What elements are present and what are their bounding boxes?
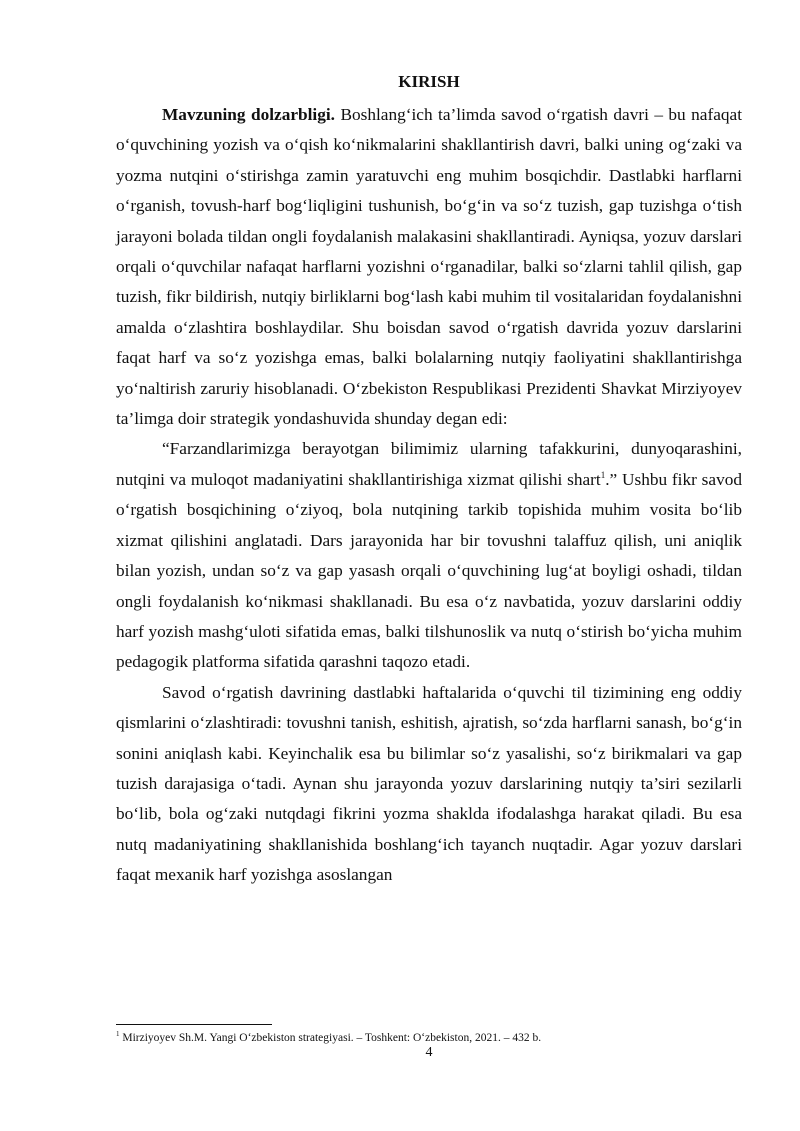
- paragraph-text: Boshlang‘ich ta’limda savod o‘rgatish davri – bu nafaqat o‘quvchining yozish va o‘qish ko‘nikmalarini shakllantirish davri, balki uning og‘zaki va yozma nutqini o‘stirishga zamin yaratuvchi eng muhim bosqichdir. Dastlabki harflarni o‘rganish, tovush-harf bog‘liqligini tushunish, bo‘g‘in va so‘z tuzish, gap tuzishga o‘tish jarayoni bolada tildan ongli foydalanish malakasini shakllantiradi. Ayniqsa, yozuv darslari orqali o‘quvchilar nafaqat harflarni yozishni o‘rganadilar, balki so‘zlarni tahlil qilish, gap tuzish, fikr bildirish, nutqiy birliklarni bog‘lash kabi muhim til vositalaridan foydalanishni amalda o‘zlashtira boshlaydilar. Shu boisdan savod o‘rgatish davrida yozuv darslarini faqat harf va so‘z yozishga emas, balki bolalarning nutqiy faoliyatini shakllantirishga yo‘naltirish zaruriy hisoblanadi. O‘zbekiston Respublikasi Prezidenti Shavkat Mirziyoyev ta’limga doir strategik yondashuvida shunday degan edi:: [116, 105, 742, 429]
- paragraph-quote: [116, 434, 742, 677]
- paragraph-text: Savod o‘rgatish davrining dastlabki haftalarida o‘quvchi til tizimining eng oddiy qismlarini o‘zlashtiradi: tovushni tanish, eshitish, ajratish, so‘zda harflarni sanash, bo‘g‘in sonini aniqlash kabi. Keyinchalik esa bu bilimlar so‘z yasalishi, so‘z birikmalari va gap tuzish darajasiga o‘tadi. Aynan shu jarayonda yozuv darslarining nutqiy ta’siri sezilarli bo‘lib, bola og‘zaki nutqdagi fikrini yozma shaklda ifodalashga harakat qiladi. Bu esa nutq madaniyatining shakllanishida boshlang‘ich tayanch nuqtadir. Agar yozuv darslari faqat mexanik harf yozishga asoslangan: [116, 682, 742, 885]
- section-heading: KIRISH: [398, 72, 460, 91]
- footnote-text: Mirziyoyev Sh.M. Yangi O‘zbekiston strategiyasi. – Toshkent: O‘zbekiston, 2021. – 432 b.: [119, 1032, 542, 1044]
- quote-text: “Farzandlarimizga berayotgan bilimimiz ularning tafakkurini, dunyoqarashini, nutqini va muloqot madaniyatini shakllantirishiga xizmat qilishi shart: [116, 439, 742, 489]
- paragraph-stages: [116, 678, 742, 891]
- paragraph-relevance: [116, 100, 742, 434]
- footnote-reference: 1: [600, 470, 606, 481]
- page-number: 4: [425, 1045, 433, 1060]
- paragraph-lead: Mavzuning dolzarbligi.: [162, 105, 335, 124]
- footnote-number: 1: [116, 1030, 120, 1039]
- paragraph-text: .” Ushbu fikr savod o‘rgatish bosqichining o‘ziyoq, bola nutqining tarkib topishida muhim vosita bo‘lib xizmat qilishini anglatadi. Dars jarayonida har bir tovushni talaffuz qilish, uni aniqlik bilan yozish, undan so‘z va gap yasash orqali o‘quvchining lug‘at boyligi oshadi, tildan ongli foydalanish ko‘nikmasi shakllanadi. Bu esa o‘z navbatida, yozuv darslarini oddiy harf yozish mashg‘uloti sifatida emas, balki tilshunoslik va nutq o‘stirish bo‘yicha muhim pedagogik platforma sifatida qarashni taqozo etadi.: [116, 469, 742, 672]
- footnote: [116, 1031, 742, 1045]
- footnote-divider: [116, 1024, 272, 1025]
- document-page: [116, 70, 742, 891]
